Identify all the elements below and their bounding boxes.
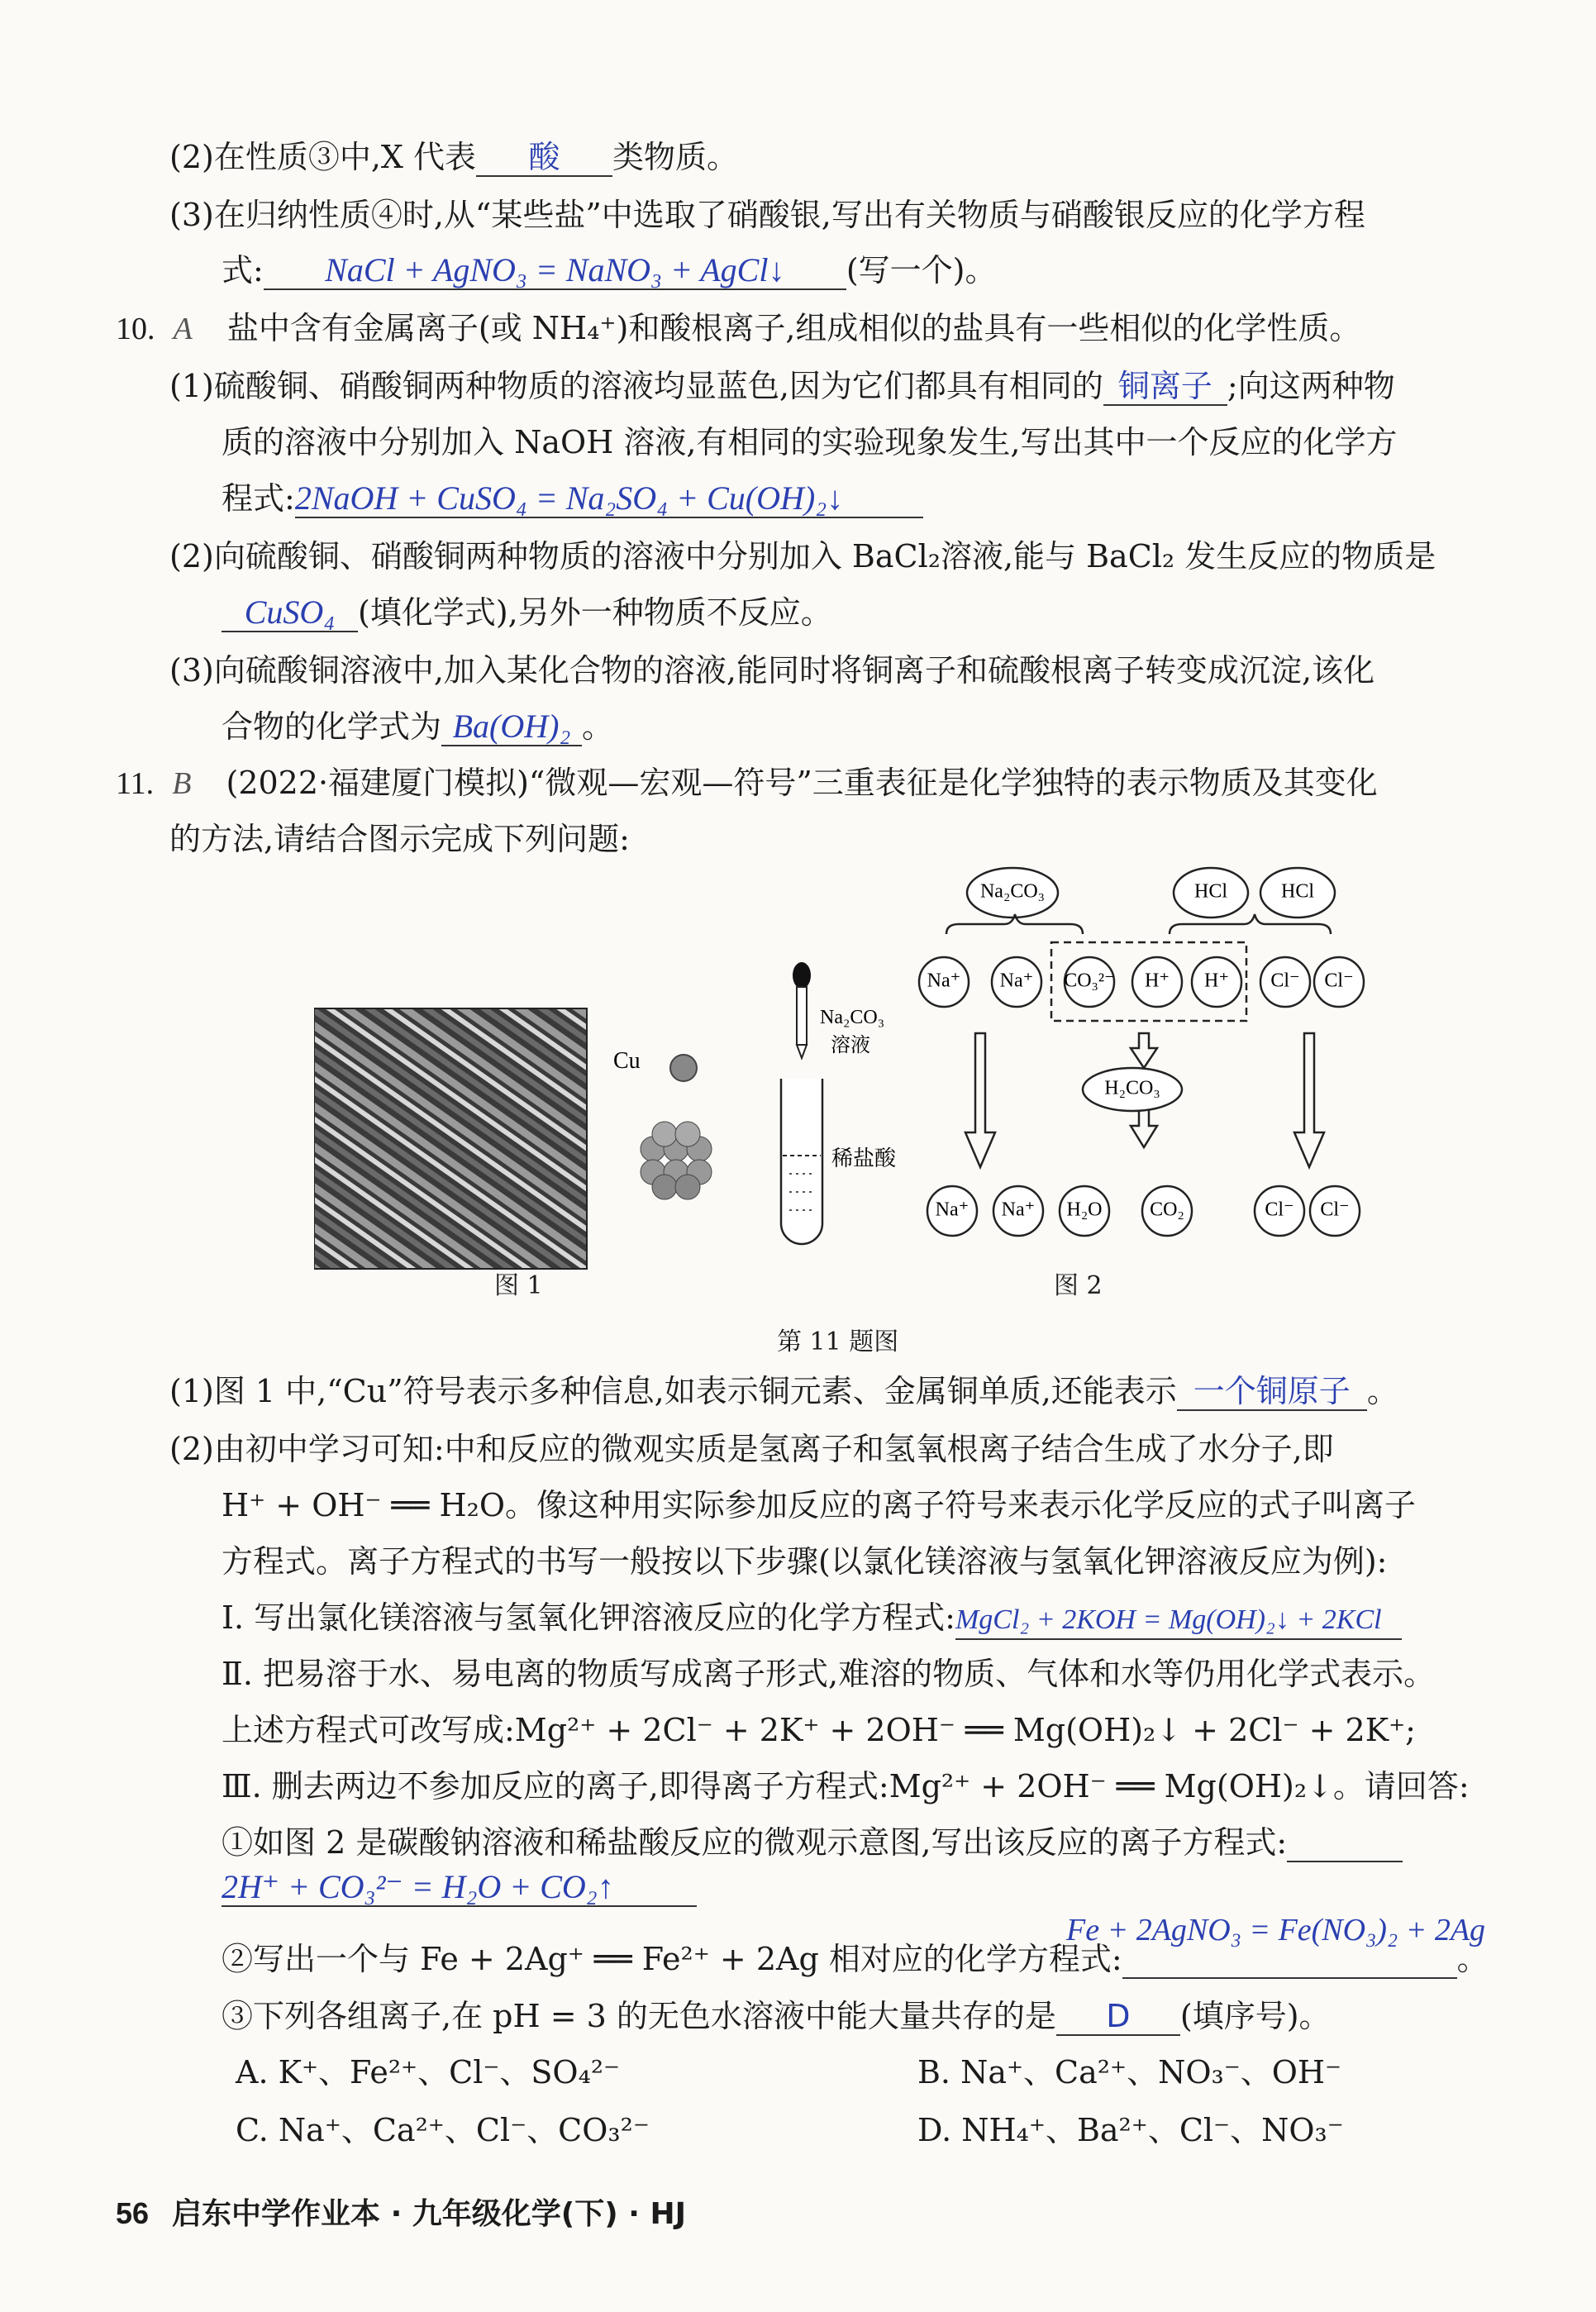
figure-title: 第 11 题图 <box>777 1328 899 1356</box>
page-footer <box>116 2190 686 2233</box>
q9-part3-answer: NaCl + AgNO₃ = NaNO₃ + AgCl↓ <box>264 252 846 290</box>
ion-h-1-label: H⁺ <box>1145 970 1170 992</box>
out-h2o-label: H₂O <box>1066 1199 1103 1221</box>
q11-stem-line1: 11. B (2022·福建厦门模拟)“微观—宏观—符号”三重表征是化学独特的表示物质及其变化 <box>116 765 1378 801</box>
q11-sub1-answer-line <box>222 1866 697 1908</box>
q11-part2-line2: H⁺ + OH⁻ ══ H₂O。像这种用实际参加反应的离子符号来表示化学反应的式子叫离子 <box>222 1487 1416 1523</box>
arrow-mid-top-icon <box>1131 1033 1157 1068</box>
q10-part3-line2: 合物的化学式为 Ba(OH)₂ 。 <box>222 708 614 745</box>
ion-na-1-label: Na⁺ <box>927 970 961 992</box>
arrow-right-icon <box>1294 1033 1324 1167</box>
reagent-label-top: Na₂CO₃ <box>820 1007 885 1028</box>
q10-part2-line2: CuSO₄ (填化学式),另外一种物质不反应。 <box>222 592 832 633</box>
figure-2 <box>909 860 1389 1256</box>
q11-step3: Ⅲ. 删去两边不参加反应的离子,即得离子方程式:Mg²⁺ + 2OH⁻ ══ Mg(OH)₂↓。请回答: <box>222 1768 1470 1804</box>
cu-label: Cu <box>613 1048 641 1074</box>
out-cl-2-label: Cl⁻ <box>1320 1199 1350 1221</box>
q11-number: 11. <box>116 766 155 801</box>
ion-na-2-label: Na⁺ <box>999 970 1034 992</box>
q11-stem-line2: 的方法,请结合图示完成下列问题: <box>169 821 630 857</box>
q11-sub1-blank <box>1287 1824 1403 1862</box>
q11-part1: (1)图 1 中,“Cu”符号表示多种信息,如表示铜元素、金属铜单质,还能表示 一个铜原子 。 <box>169 1373 1398 1409</box>
q10-part1-line3: 程式:2NaOH + CuSO₄ = Na₂SO₄ + Cu(OH)₂↓ <box>222 478 923 519</box>
q11-sub1: ①如图 2 是碳酸钠溶液和稀盐酸反应的微观示意图,写出该反应的离子方程式: <box>222 1822 1403 1863</box>
q11-sub2-answer: Fe + 2AgNO₃ = Fe(NO₃)₂ + 2Ag <box>1066 1913 1486 1947</box>
figure-1-caption: 图 1 <box>494 1271 543 1300</box>
q10-part2-answer: CuSO₄ <box>222 594 358 632</box>
brace-left <box>946 914 1083 934</box>
option-a: A. K⁺、Fe²⁺、Cl⁻、SO₄²⁻ <box>236 2054 621 2090</box>
q11-step2: Ⅱ. 把易溶于水、易电离的物质写成离子形式,难溶的物质、气体和水等仍用化学式表示。 <box>222 1656 1436 1692</box>
q11-part2-line3: 方程式。离子方程式的书写一般按以下步骤(以氯化镁溶液与氢氧化钾溶液反应为例): <box>222 1543 1388 1580</box>
option-b: B. Na⁺、Ca²⁺、NO₃⁻、OH⁻ <box>917 2054 1342 2090</box>
out-na-2-label: Na⁺ <box>1001 1199 1036 1221</box>
book-title: 启东中学作业本 · 九年级化学(下) · HJ <box>172 2197 686 2231</box>
q10-stem: 10. A 盐中含有金属离子(或 NH₄⁺)和酸根离子,组成相似的盐具有一些相似的化学性质。 <box>116 310 1361 346</box>
q10-level: A <box>173 312 193 346</box>
ion-h-2-label: H⁺ <box>1204 970 1229 992</box>
option-d: D. NH₄⁺、Ba²⁺、Cl⁻、NO₃⁻ <box>917 2112 1344 2148</box>
q9-part2: (2)在性质③中,X 代表 酸 类物质。 <box>169 139 739 175</box>
q11-part1-answer: 一个铜原子 <box>1177 1373 1367 1411</box>
q10-part3-line1: (3)向硫酸铜溶液中,加入某化合物的溶液,能同时将铜离子和硫酸根离子转变成沉淀,该化 <box>169 652 1375 689</box>
acid-label: 稀盐酸 <box>831 1146 897 1171</box>
q11-step1-answer: MgCl₂ + 2KOH = Mg(OH)₂↓ + 2KCl <box>955 1602 1402 1640</box>
q11-level: B <box>172 766 192 801</box>
q11-sub1-answer: 2H⁺ + CO₃²⁻ = H₂O + CO₂↑ <box>222 1869 697 1907</box>
reagent-label-bottom: 溶液 <box>831 1033 870 1056</box>
q10-part3-answer: Ba(OH)₂ <box>441 708 582 746</box>
dropper-icon <box>793 962 811 1058</box>
h2co3-label: H₂CO₃ <box>1104 1077 1160 1099</box>
q9-part3-line2: 式: NaCl + AgNO₃ = NaNO₃ + AgCl↓ (写一个)。 <box>222 251 997 288</box>
out-co2-label: CO₂ <box>1150 1199 1184 1221</box>
q10-part1-answer2: 2NaOH + CuSO₄ = Na₂SO₄ + Cu(OH)₂↓ <box>295 480 923 518</box>
hcl-molecule-2-label: HCl <box>1280 880 1315 903</box>
hcl-molecule-1-label: HCl <box>1193 880 1228 903</box>
ion-cl-2-label: Cl⁻ <box>1324 970 1354 992</box>
cu-atom-icon <box>670 1055 697 1081</box>
q11-step1: Ⅰ. 写出氯化镁溶液与氢氧化钾溶液反应的化学方程式:MgCl₂ + 2KOH = Mg(OH)₂↓ + 2KCl <box>222 1597 1402 1640</box>
arrow-left-icon <box>965 1033 995 1167</box>
q11-step2b: 上述方程式可改写成:Mg²⁺ + 2Cl⁻ + 2K⁺ + 2OH⁻ ══ Mg(OH)₂↓ + 2Cl⁻ + 2K⁺; <box>222 1712 1416 1748</box>
figure-2-svg <box>909 860 1389 1256</box>
q9-part2-answer: 酸 <box>476 139 612 177</box>
q11-part2-line1: (2)由初中学习可知:中和反应的微观实质是氢离子和氢氧根离子结合生成了水分子,即 <box>169 1431 1334 1467</box>
page-number: 56 <box>116 2196 150 2230</box>
q11-sub3-answer: D <box>1056 1998 1180 2036</box>
q11-sub2: ②写出一个与 Fe + 2Ag⁺ ══ Fe²⁺ + 2Ag 相对应的化学方程式: 。 <box>222 1941 1489 1977</box>
q10-number: 10. <box>116 312 155 346</box>
cu-lattice-icon <box>641 1122 712 1199</box>
ion-cl-1-label: Cl⁻ <box>1270 970 1300 992</box>
q11-sub2-blank <box>1122 1941 1457 1979</box>
arrow-mid-bottom-icon <box>1131 1109 1157 1147</box>
figure-1 <box>314 860 909 1289</box>
na2co3-molecule-label: Na₂CO₃ <box>979 880 1046 903</box>
q10-part1-line2: 质的溶液中分别加入 NaOH 溶液,有相同的实验现象发生,写出其中一个反应的化学方 <box>222 424 1398 460</box>
copper-shavings-photo <box>314 1008 587 1269</box>
ion-co3-label: CO₃²⁻ <box>1064 970 1115 992</box>
q10-part2-line1: (2)向硫酸铜、硝酸铜两种物质的溶液中分别加入 BaCl₂溶液,能与 BaCl₂ 发生反应的物质是 <box>169 538 1436 574</box>
option-c: C. Na⁺、Ca²⁺、Cl⁻、CO₃²⁻ <box>236 2112 650 2148</box>
out-cl-1-label: Cl⁻ <box>1265 1199 1294 1221</box>
figure-2-caption: 图 2 <box>1054 1271 1103 1300</box>
test-tube-icon <box>781 1079 822 1244</box>
q9-part3-line1: (3)在归纳性质④时,从“某些盐”中选取了硝酸银,写出有关物质与硝酸银反应的化学方程 <box>169 197 1365 233</box>
q11-sub3: ③下列各组离子,在 pH = 3 的无色水溶液中能大量共存的是 D (填序号)。 <box>222 1998 1331 2034</box>
out-na-1-label: Na⁺ <box>935 1199 970 1221</box>
q10-part1-answer1: 铜离子 <box>1103 368 1227 406</box>
figure-1-svg <box>314 860 909 1289</box>
q10-part1-line1: (1)硫酸铜、硝酸铜两种物质的溶液均显蓝色,因为它们都具有相同的 铜离子 ;向这两种物 <box>169 368 1395 404</box>
